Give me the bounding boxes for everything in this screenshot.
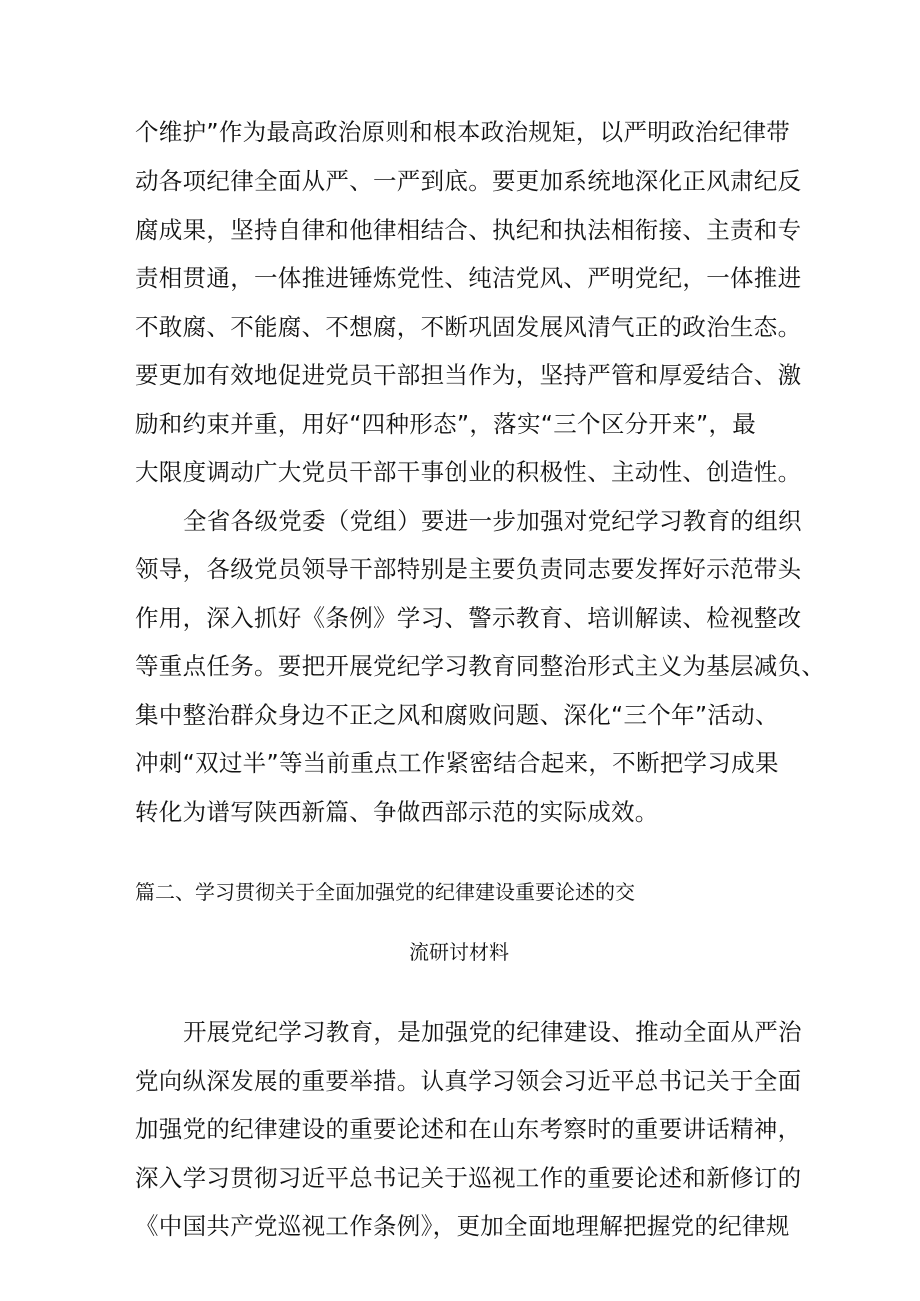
text-line: 《中国共产党巡视工作条例》，更加全面地理解把握党的纪律规	[135, 1212, 790, 1240]
text-line: 加强党的纪律建设的重要论述和在山东考察时的重要讲话精神，	[135, 1115, 802, 1143]
text-line: 冲刺“双过半”等当前重点工作紧密结合起来，不断把学习成果	[135, 749, 779, 777]
text-line: 集中整治群众身边不正之风和腐败问题、深化“三个年”活动、	[135, 701, 779, 729]
text-line: 等重点任务。要把开展党纪学习教育同整治形式主义为基层减负、	[135, 652, 826, 680]
text-line: 大限度调动广大党员干部干事创业的积极性、主动性、创造性。	[135, 458, 802, 486]
section-heading-line-1: 篇二、学习贯彻关于全面加强党的纪律建设重要论述的交	[135, 880, 635, 904]
text-line: 个维护”作为最高政治原则和根本政治规矩，以严明政治纪律带	[135, 118, 791, 146]
text-line: 全省各级党委（党组）要进一步加强对党纪学习教育的组织	[183, 507, 802, 535]
text-line: 领导，各级党员领导干部特别是主要负责同志要发挥好示范带头	[135, 555, 802, 583]
text-line: 动各项纪律全面从严、一严到底。要更加系统地深化正风肃纪反	[135, 167, 802, 195]
text-line: 责相贯通，一体推进锤炼党性、纯洁党风、严明党纪，一体推进	[135, 264, 802, 292]
text-line: 腐成果，坚持自律和他律相结合、执纪和执法相衔接、主责和专	[135, 216, 802, 244]
text-line: 转化为谱写陕西新篇、争做西部示范的实际成效。	[135, 798, 659, 826]
text-line: 党向纵深发展的重要举措。认真学习领会习近平总书记关于全面	[135, 1067, 802, 1095]
text-line: 深入学习贯彻习近平总书记关于巡视工作的重要论述和新修订的	[135, 1164, 802, 1192]
text-line: 开展党纪学习教育，是加强党的纪律建设、推动全面从严治	[183, 1018, 802, 1046]
text-line: 励和约束并重，用好“四种形态”，落实“三个区分开来”，最	[135, 410, 757, 438]
text-line: 不敢腐、不能腐、不想腐，不断巩固发展风清气正的政治生态。	[135, 313, 802, 341]
text-line: 要更加有效地促进党员干部担当作为，坚持严管和厚爱结合、激	[135, 361, 802, 389]
section-heading-line-2: 流研讨材料	[409, 940, 509, 964]
text-line: 作用，深入抓好《条例》学习、警示教育、培训解读、检视整改	[135, 604, 802, 632]
